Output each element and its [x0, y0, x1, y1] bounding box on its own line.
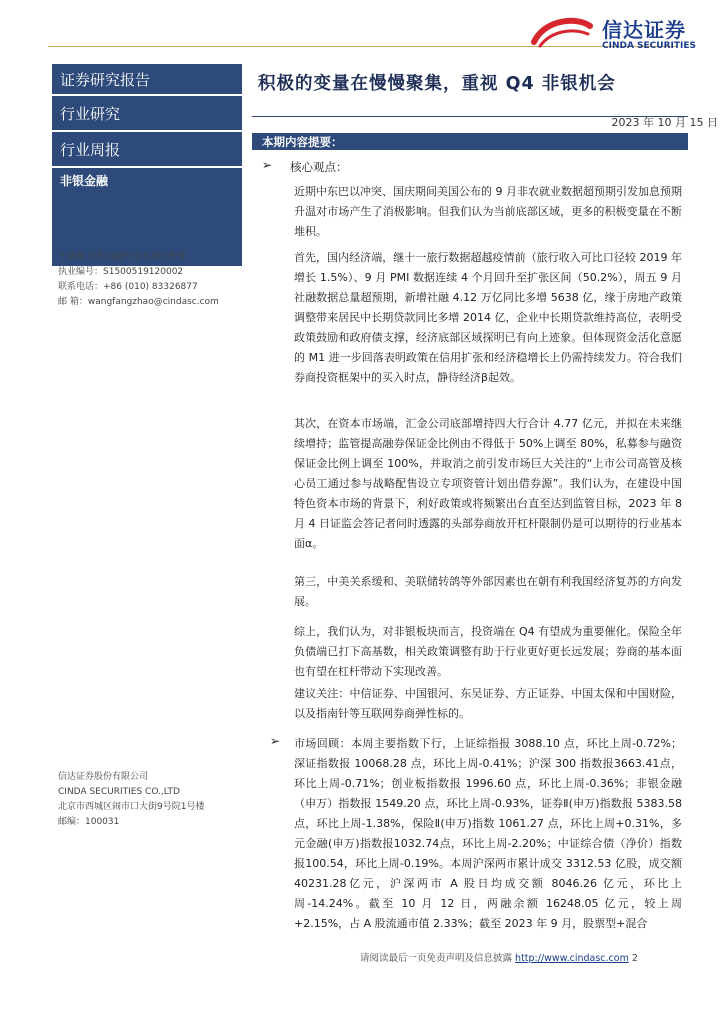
sector: 非银金融	[52, 168, 242, 196]
firm-name-en: CINDA SECURITIES CO.,LTD	[58, 787, 180, 797]
firm-address: 北京市西城区闹市口大街9号院1号楼	[58, 802, 205, 812]
cinda-logo-icon	[530, 16, 594, 50]
company-name-cn: 信达证券	[602, 18, 686, 42]
sidebar	[52, 64, 242, 932]
bullet-arrow-icon: ➢	[262, 158, 273, 172]
title-block	[252, 64, 688, 117]
report-type: 证券研究报告	[52, 64, 242, 94]
company-logo	[530, 14, 710, 50]
footer-disclaimer: 请阅读最后一页免责声明及信息披露	[360, 953, 513, 964]
firm-postcode: 邮编：100031	[58, 817, 120, 827]
paragraph-capital-market: 其次，在资本市场端，汇金公司底部增持四大行合计 4.77 亿元，并拟在未来继续增持；监管提高融券保证金比例由不得低于 50%上调至 80%，私募参与融资保证金比例上调至 100%，并取消之前引发市场巨大关注的“上市公司高管及核心员工通过参与战略配售设立专项资管计划出借券源”。我们认为，在建设中国特色资本市场的背景下，利好政策或将频繁出台直至达到监管目标，2023 年 8 月 4 日证监会答记者问时透露的头部券商放开杠杆限制仍是可以期待的行业基本面α。	[294, 417, 682, 550]
market-review-text: 本周主要指数下行，上证综指报 3088.10 点，环比上周-0.72%；深证指数报 10068.28 点，环比上周-0.41%；沪深 300 指数报3663.41点，环比上周-0.71%；创业板指数报 1996.60 点，环比上周-0.36%；非银金融（申万）指数报 1549.20 点，环比上周-0.93%，证券Ⅱ(申万)指数报 5383.58 点，环比上周-1.38%，保险Ⅱ(申万)指数 1061.27 点，环比上周+0.31%，多元金融(申万)指数报1032.74点，环比上周-2.20%；中证综合债（净价）指数报100.54，环比上周-0.19%。本周沪深两市累计成交 3312.53 亿股，成交额40231.28亿元，沪深两市 A 股日均成交额 8046.26 亿元，环比上周-14.24%。截至 10 月 12 日，两融余额 16248.05 亿元，较上周+2.15%，占 A 股流通市值 2.33%；截至 2023 年 9 月，股票型+混合	[294, 737, 682, 930]
paragraph-recommendation: 建议关注：中信证券、中国银河、东吴证券、方正证券、中国太保和中国财险，以及指南针等互联网券商弹性标的。	[294, 687, 682, 720]
page-number: 2	[631, 953, 638, 964]
analyst-line: 王舫朝 非银金融行业首席分析师	[58, 252, 187, 262]
paragraph-domestic: 首先，国内经济端，继十一旅行数据超越疫情前（旅行收入可比口径较 2019 年增长 1.5%）、9 月 PMI 数据连续 4 个月回升至扩张区间（50.2%），周五 9 月社融数据总量超预期，新增社融 4.12 万亿同比多增 5638 亿，缘于房地产政策调整带来居民中长期贷款同比多增 2014 亿，企业中长期贷款维持高位，表明受政策鼓励和政府债支撑，经济底部区域探明已有向上迹象。但体现资金活化意愿的 M1 进一步回落表明政策在信用扩张和经济稳增长上仍需持续发力。符合我们券商投资框架中的买入时点，静待经济β起效。	[294, 251, 682, 384]
bullet-market-review: 市场回顾：	[294, 737, 351, 750]
category: 行业研究	[52, 96, 242, 130]
paragraph-conclusion: 综上，我们认为，对非银板块而言，投资端在 Q4 有望成为重要催化。保险全年负债端已打下高基数，相关政策调整有助于行业更好更长远发展；券商的基本面也有望在杠杆带动下实现改善。	[294, 625, 682, 678]
bullet-core-views: 核心观点：	[290, 160, 348, 174]
summary-heading: 本期内容提要：	[262, 135, 343, 149]
footer-link[interactable]: http://www.cindasc.com	[515, 953, 629, 964]
report-date: 2023 年 10 月 15 日	[611, 116, 718, 129]
firm-name: 信达证券股份有限公司	[58, 772, 149, 782]
subcategory: 行业周报	[52, 132, 242, 166]
company-name-en: CINDA SECURITIES	[602, 41, 696, 51]
license-line: 执业编号：S1500519120002	[58, 267, 184, 277]
email-line: 邮 箱：wangfangzhao@cindasc.com	[58, 297, 219, 307]
report-title: 积极的变量在慢慢聚集，重视 Q4 非银机会	[258, 74, 616, 94]
paragraph-intro: 近期中东巴以冲突、国庆期间美国公布的 9 月非农就业数据超预期引发加息预期升温对市场产生了消极影响。但我们认为当前底部区域，更多的积极变量在不断堆积。	[294, 185, 682, 238]
paragraph-market-review	[294, 734, 682, 934]
phone-line: 联系电话：+86 (010) 83326877	[58, 282, 198, 292]
paragraph-external: 第三，中美关系缓和、美联储转鸽等外部因素也在朝有利我国经济复苏的方向发展。	[294, 575, 682, 608]
summary-header	[252, 133, 688, 150]
bullet-arrow-icon: ➢	[270, 734, 281, 748]
footer	[360, 950, 638, 964]
